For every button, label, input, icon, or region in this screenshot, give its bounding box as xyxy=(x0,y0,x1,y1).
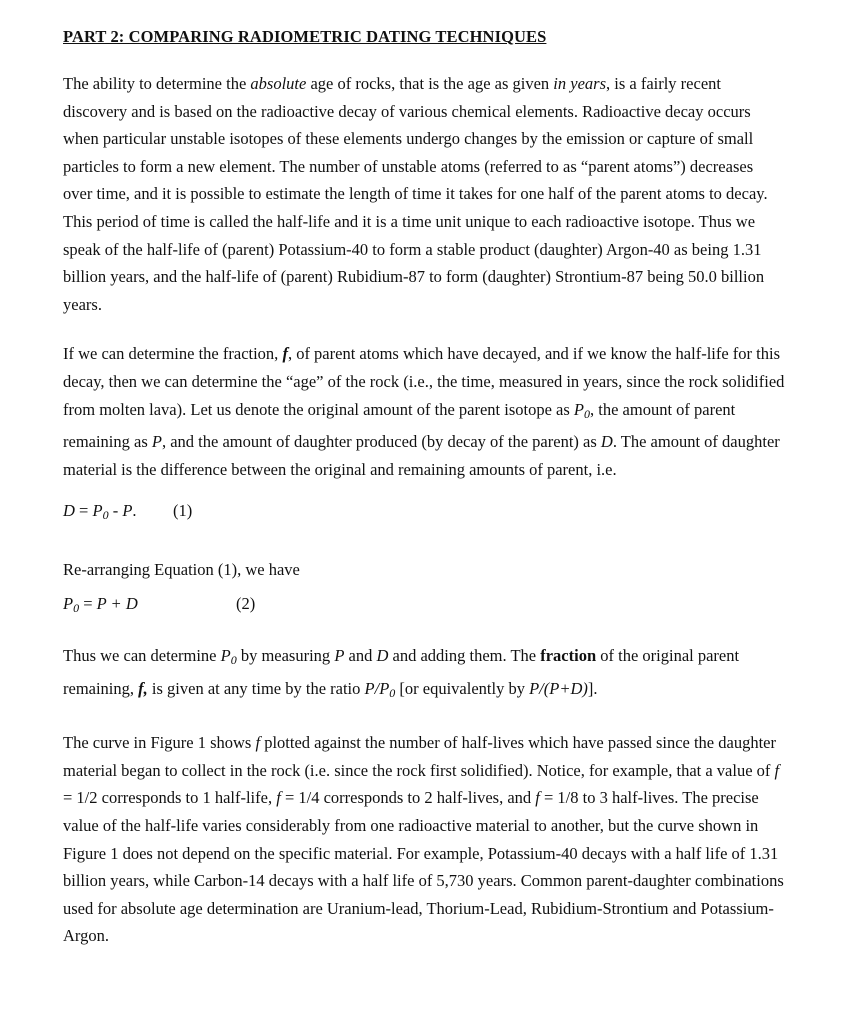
text-run: and xyxy=(344,646,377,666)
subscript-zero: 0 xyxy=(102,508,109,523)
variable-d: D xyxy=(376,646,389,666)
ratio-expression: P/(P+D) xyxy=(529,678,588,698)
paragraph-curve xyxy=(63,729,785,950)
text-run: and adding them. The xyxy=(388,646,541,666)
variable-p: P xyxy=(220,646,231,666)
bold-fraction: fraction xyxy=(540,646,597,666)
subscript-zero: 0 xyxy=(389,685,396,700)
paragraph-fraction xyxy=(63,340,785,483)
equation-number: (2) xyxy=(236,593,256,613)
variable-d: D xyxy=(600,432,613,452)
variable-p: P xyxy=(122,501,133,521)
paragraph-determine xyxy=(63,642,785,707)
text-run: The ability to determine the xyxy=(63,74,251,93)
document-page xyxy=(63,26,785,950)
text-run: The curve in Figure 1 shows xyxy=(63,733,256,753)
equation-rhs: P + D xyxy=(96,593,138,613)
variable-p: P xyxy=(151,432,162,452)
text-run: Thus we can determine xyxy=(63,646,221,666)
text-run: , of parent atoms which have decayed, and if we know the half-life for this decay, then we can determine the “age” of the rock (i.e., the time, measured in years, since the rock solidified from molten lava). Let us denote the original amount of the parent isotope as xyxy=(63,344,785,419)
equals-sign: = xyxy=(79,593,97,613)
subscript-zero: 0 xyxy=(584,406,590,421)
emphasis-in-years: in years xyxy=(553,74,606,93)
equals-sign: = xyxy=(74,501,93,521)
subscript-zero: 0 xyxy=(230,653,237,668)
text-run: If we can determine the fraction, xyxy=(63,344,283,364)
text-run: by measuring xyxy=(236,646,335,666)
equation-number: (1) xyxy=(173,501,193,521)
variable-p: P xyxy=(573,399,584,419)
variable-p: P xyxy=(334,646,345,666)
text-run: = 1/4 corresponds to 2 half-lives, and xyxy=(280,788,536,808)
text-run: age of rocks, that is the age as given xyxy=(306,74,554,93)
text-run: , is a fairly recent discovery and is based on the radioactive decay of various chemical elements. Radioactive decay occurs when particular unstable isotopes of these elements undergo changes by the emission or capture of small particles to form a new element. The number of unstable atoms (referred to as “parent atoms”) decreases over time, and it is possible to estimate the length of time it takes for one half of the parent atoms to decay. This period of time is called the half-life and it is a time unit unique to each radioactive isotope. Thus we speak of the half-life of (parent) Potassium-40 to form a stable product (daughter) Argon-40 as being 1.31 billion years, and the half-life of (parent) Rubidium-87 to form (daughter) Strontium-87 being 50.0 billion years. xyxy=(63,74,768,314)
equation-2 xyxy=(63,590,785,623)
text-run: = 1/8 to 3 half-lives. The precise value of the half-life varies considerably from one radioactive material to another, but the curve shown in Figure 1 does not depend on the specific material. For example, Potassium-40 decays with a half life of 1.31 billion years, while Carbon-14 decays with a half life of 5,730 years. Common parent-daughter combinations used for absolute age determination are Uranium-lead, Thorium-Lead, Rubidium-Strontium and Potassium-Argon. xyxy=(63,788,784,946)
equation-1 xyxy=(63,497,785,530)
paragraph-intro xyxy=(63,70,785,318)
variable-f: f xyxy=(255,733,261,753)
variable-d: D xyxy=(63,501,75,521)
text-run: , and the amount of daughter produced (by decay of the parent) as xyxy=(161,432,601,452)
text-run: . The amount of daughter material is the difference between the original and remaining amounts of parent, i.e. xyxy=(63,432,780,479)
section-title: PART 2: COMPARING RADIOMETRIC DATING TECHNIQUES xyxy=(63,27,547,46)
minus-sign: - xyxy=(108,501,123,521)
text-run: = 1/2 corresponds to 1 half-life, xyxy=(63,788,277,808)
paragraph-rearranging: Re-arranging Equation (1), we have xyxy=(63,559,300,579)
variable-p: P xyxy=(92,501,103,521)
subscript-zero: 0 xyxy=(73,600,80,615)
text-run: of the original parent remaining, xyxy=(63,646,740,698)
variable-f: f xyxy=(276,788,281,808)
variable-f: f xyxy=(774,760,780,780)
period: . xyxy=(132,501,137,521)
emphasis-absolute: absolute xyxy=(250,74,307,93)
variable-f: f xyxy=(535,788,540,808)
text-run: [or equivalently by xyxy=(395,678,530,698)
text-run: is given at any time by the ratio xyxy=(147,678,365,698)
text-run: plotted against the number of half-lives which have passed since the daughter material began to collect in the rock (i.e. since the rock first solidified). Notice, for example, that a value of xyxy=(63,733,776,780)
text-run: , the amount of parent remaining as xyxy=(63,399,736,452)
variable-p: P xyxy=(63,593,74,613)
variable-f: f, xyxy=(138,678,148,698)
variable-f: f xyxy=(282,344,288,364)
text-run: ]. xyxy=(587,678,598,698)
ratio-expression: P/P xyxy=(364,678,390,698)
